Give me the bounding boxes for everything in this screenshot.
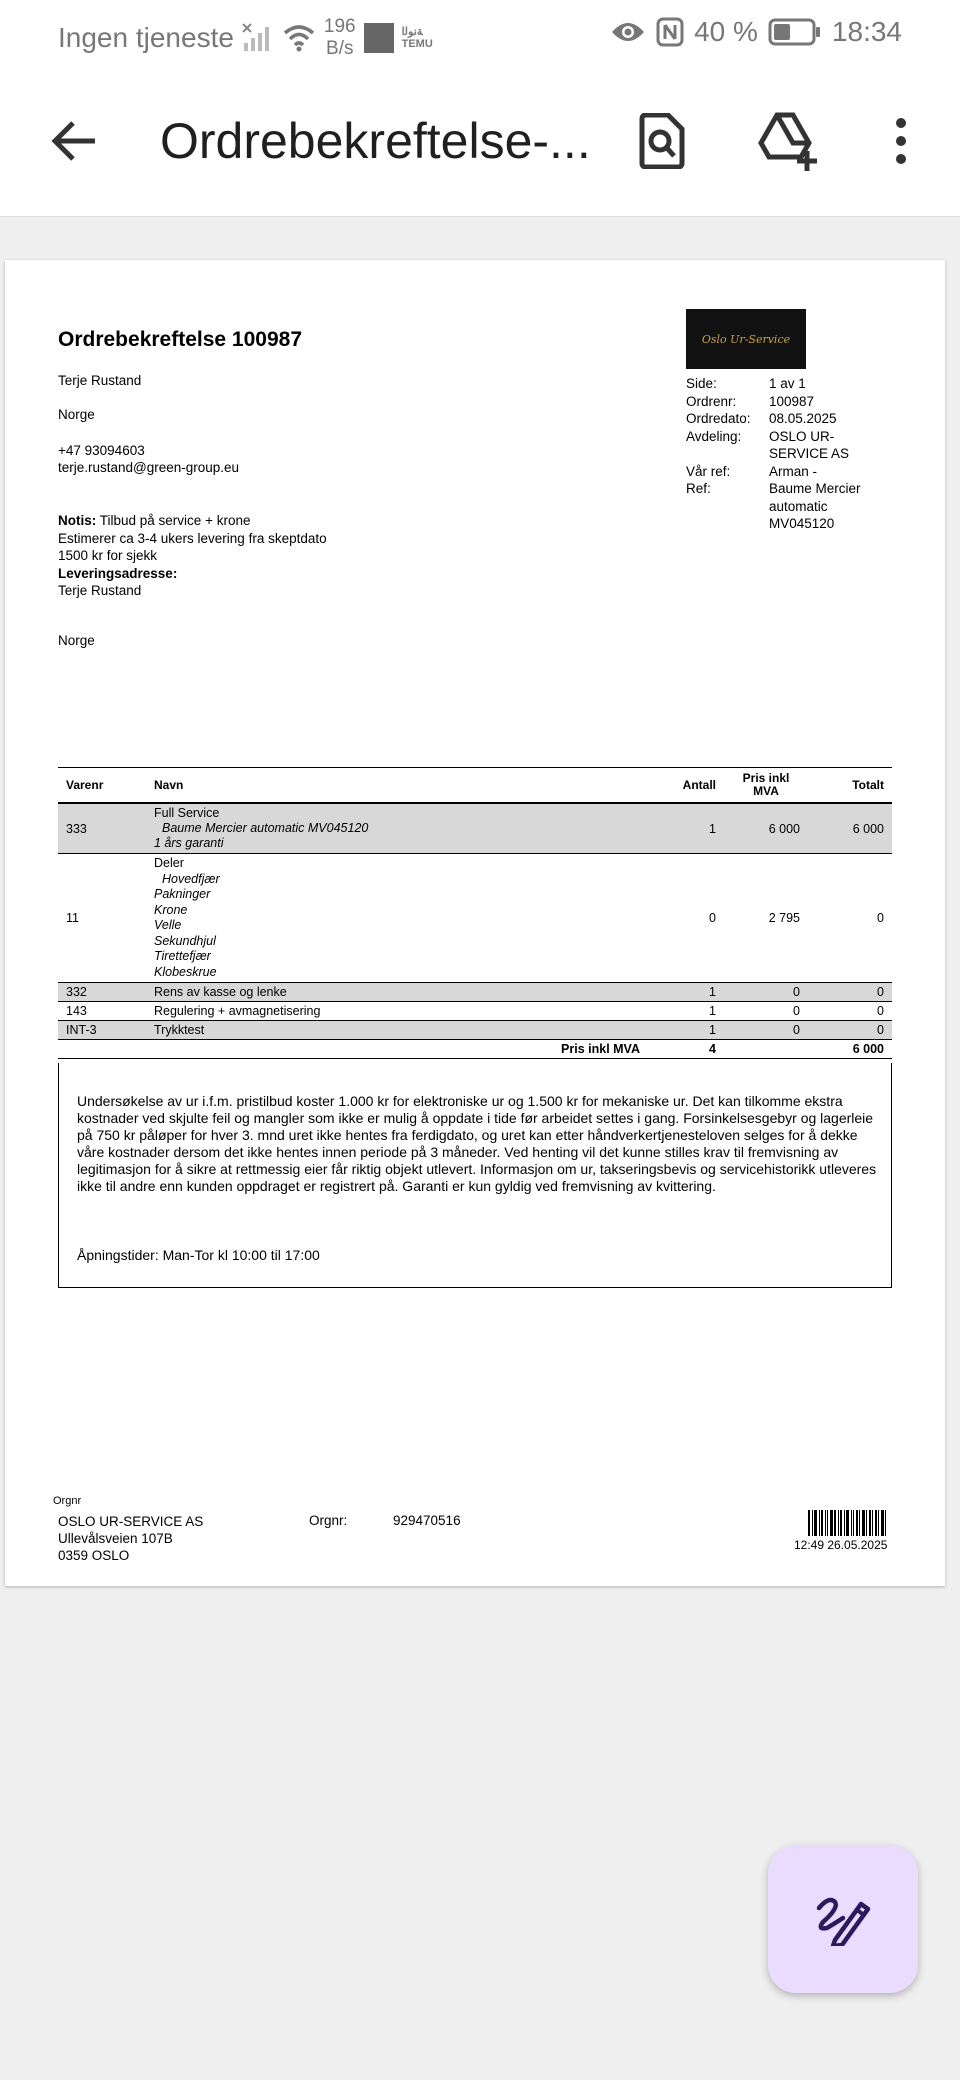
- table-row: [58, 1021, 892, 1040]
- delivery-name: Terje Rustand: [58, 583, 142, 598]
- total-antall: 4: [648, 1040, 724, 1059]
- meta-row: Side: 1 av 1: [686, 376, 806, 391]
- customer-country: Norge: [58, 407, 95, 422]
- print-timestamp: 12:49 26.05.2025: [794, 1538, 888, 1552]
- cell-totalt: 6 000: [808, 803, 892, 854]
- terms-text: Undersøkelse av ur i.f.m. pristilbud koster 1.000 kr for elektroniske ur og 1.500 kr for mekaniske ur. Det kan tilkomme ekstra kostnader ved skjulte feil og mangler som ikke er mulig å oppdate i tide før arbeidet settes i gang. Forsinkelsesgebyr og lagerleie på 750 kr påløper for hver 3. mnd uret ikke hentes fra ferdigdato, og uret kan etter håndverkertjenesteloven selges for å dekke våre kostnader dersom det ikke hentes innen periode på 3 måneder. Ved henting vil det kunne stilles krav til fremvisning av legitimasjon for å sikre at rettmessig eier får riktig objekt utlevert. Informasjon om ur, takseringsbevis og servicehistorikk utleveres ikke til andre enn kunden oppdraget er registrert på. Garanti er kun gyldig ved fremvisning av kvittering.: [77, 1093, 877, 1194]
- battery-icon: [768, 18, 822, 46]
- col-varenr: Varenr: [58, 768, 146, 804]
- opening-hours: Åpningstider: Man-Tor kl 10:00 til 17:00: [77, 1247, 320, 1263]
- app-bar: [0, 70, 960, 217]
- footer-street: Ullevålsveien 107B: [58, 1531, 173, 1546]
- edit-signature-icon: [813, 1892, 873, 1946]
- cell-totalt: 0: [808, 1002, 892, 1021]
- total-sum: 6 000: [808, 1040, 892, 1059]
- footer-postal: 0359 OSLO: [58, 1548, 130, 1563]
- battery-percent: 40 %: [694, 16, 758, 47]
- meta-row: Ordrenr: 100987: [686, 393, 815, 409]
- table-row: [58, 983, 892, 1002]
- edit-fab-button[interactable]: [768, 1845, 918, 1993]
- add-to-drive-icon: [757, 111, 823, 171]
- order-title: Ordrebekreftelse 100987: [58, 328, 302, 351]
- signal-icon: [242, 23, 274, 53]
- col-pris: Pris inkl MVA: [724, 768, 808, 804]
- cell-navn: Deler Hovedfjær Pakninger Krone Velle Sekundhjul Tirettefjær Klobeskrue: [146, 854, 648, 983]
- col-antall: Antall: [648, 768, 724, 804]
- cell-totalt: 0: [808, 983, 892, 1002]
- cell-navn: Full Service Baume Mercier automatic MV045120 1 års garanti: [146, 803, 648, 854]
- company-logo: [686, 309, 806, 369]
- status-bar: [0, 0, 960, 70]
- table-total-row: [58, 1040, 892, 1059]
- cell-totalt: 0: [808, 854, 892, 983]
- footer-orgnr: 929470516: [393, 1513, 461, 1528]
- cell-varenr: INT-3: [58, 1021, 146, 1040]
- network-speed: 196 B/s: [323, 16, 356, 59]
- cell-varenr: 143: [58, 1002, 146, 1021]
- cell-pris: 2 795: [724, 854, 808, 983]
- add-to-drive-button[interactable]: [755, 106, 825, 176]
- order-meta: [686, 375, 879, 533]
- notes-label: Notis:: [58, 513, 97, 528]
- total-label: Pris inkl MVA: [146, 1040, 648, 1059]
- cell-varenr: 332: [58, 983, 146, 1002]
- cell-antall: 1: [648, 983, 724, 1002]
- cell-antall: 0: [648, 854, 724, 983]
- footer-orgnr-label: Orgnr:: [309, 1513, 348, 1528]
- footer-company: OSLO UR-SERVICE AS: [58, 1514, 204, 1529]
- cell-varenr: 11: [58, 854, 146, 983]
- cell-navn: Regulering + avmagnetisering: [146, 1002, 648, 1021]
- cell-antall: 1: [648, 1021, 724, 1040]
- order-items-table: [58, 767, 892, 1059]
- meta-row: Avdeling: OSLO UR-SERVICE AS: [686, 428, 850, 461]
- cell-antall: 1: [648, 1002, 724, 1021]
- delivery-label: Leveringsadresse:: [58, 565, 178, 581]
- cell-totalt: 0: [808, 1021, 892, 1040]
- table-row: [58, 1002, 892, 1021]
- customer-phone: +47 93094603: [58, 443, 145, 458]
- col-totalt: Totalt: [808, 768, 892, 804]
- customer-email: terje.rustand@green-group.eu: [58, 460, 240, 475]
- logo-text: Oslo Ur-Service: [701, 332, 791, 346]
- meta-row: Ordredato: 08.05.2025: [686, 411, 837, 426]
- find-in-document-button[interactable]: [627, 106, 697, 176]
- col-navn: Navn: [146, 768, 648, 804]
- cell-varenr: 333: [58, 803, 146, 854]
- meta-row: Vår ref: Arman -: [686, 463, 818, 479]
- cell-navn: Trykktest: [146, 1021, 648, 1040]
- cell-pris: 6 000: [724, 803, 808, 854]
- barcode: [808, 1510, 893, 1536]
- back-arrow-icon: [51, 119, 99, 163]
- notes-line: 1500 kr for sjekk: [58, 548, 158, 563]
- search-document-icon: [638, 113, 686, 169]
- more-options-button[interactable]: [866, 106, 936, 176]
- terms-box: [58, 1063, 892, 1288]
- cell-pris: 0: [724, 983, 808, 1002]
- cell-antall: 1: [648, 803, 724, 854]
- notes-block: [58, 512, 327, 600]
- wifi-icon: [282, 24, 316, 52]
- footer-small-label: Orgnr: [53, 1495, 82, 1507]
- document-title: Ordrebekreftelse-...: [160, 113, 591, 169]
- more-vert-icon: [894, 117, 908, 165]
- temu-notification-icon: ﺔﻧﻮﻟا TEMU: [401, 26, 433, 50]
- carrier-text: Ingen tjeneste: [58, 22, 234, 53]
- delivery-country: Norge: [58, 633, 95, 648]
- notification-square-icon: [364, 23, 394, 53]
- notes-value: Tilbud på service + krone: [99, 513, 251, 528]
- meta-row: Ref: Baume Mercier automatic MV045120: [686, 481, 861, 531]
- nfc-icon: [656, 17, 684, 47]
- notes-line: Estimerer ca 3-4 ukers levering fra skeptdato: [58, 530, 327, 546]
- footer-address: [58, 1513, 203, 1564]
- cell-navn: Rens av kasse og lenke: [146, 983, 648, 1002]
- table-row: [58, 803, 892, 854]
- clock: 18:34: [831, 16, 902, 47]
- table-row: [58, 854, 892, 983]
- cell-pris: 0: [724, 1002, 808, 1021]
- table-header-row: [58, 768, 892, 804]
- cell-pris: 0: [724, 1021, 808, 1040]
- customer-name: Terje Rustand: [58, 373, 142, 388]
- back-button[interactable]: [40, 106, 110, 176]
- document-page: [5, 260, 945, 1586]
- eye-icon: [610, 20, 646, 44]
